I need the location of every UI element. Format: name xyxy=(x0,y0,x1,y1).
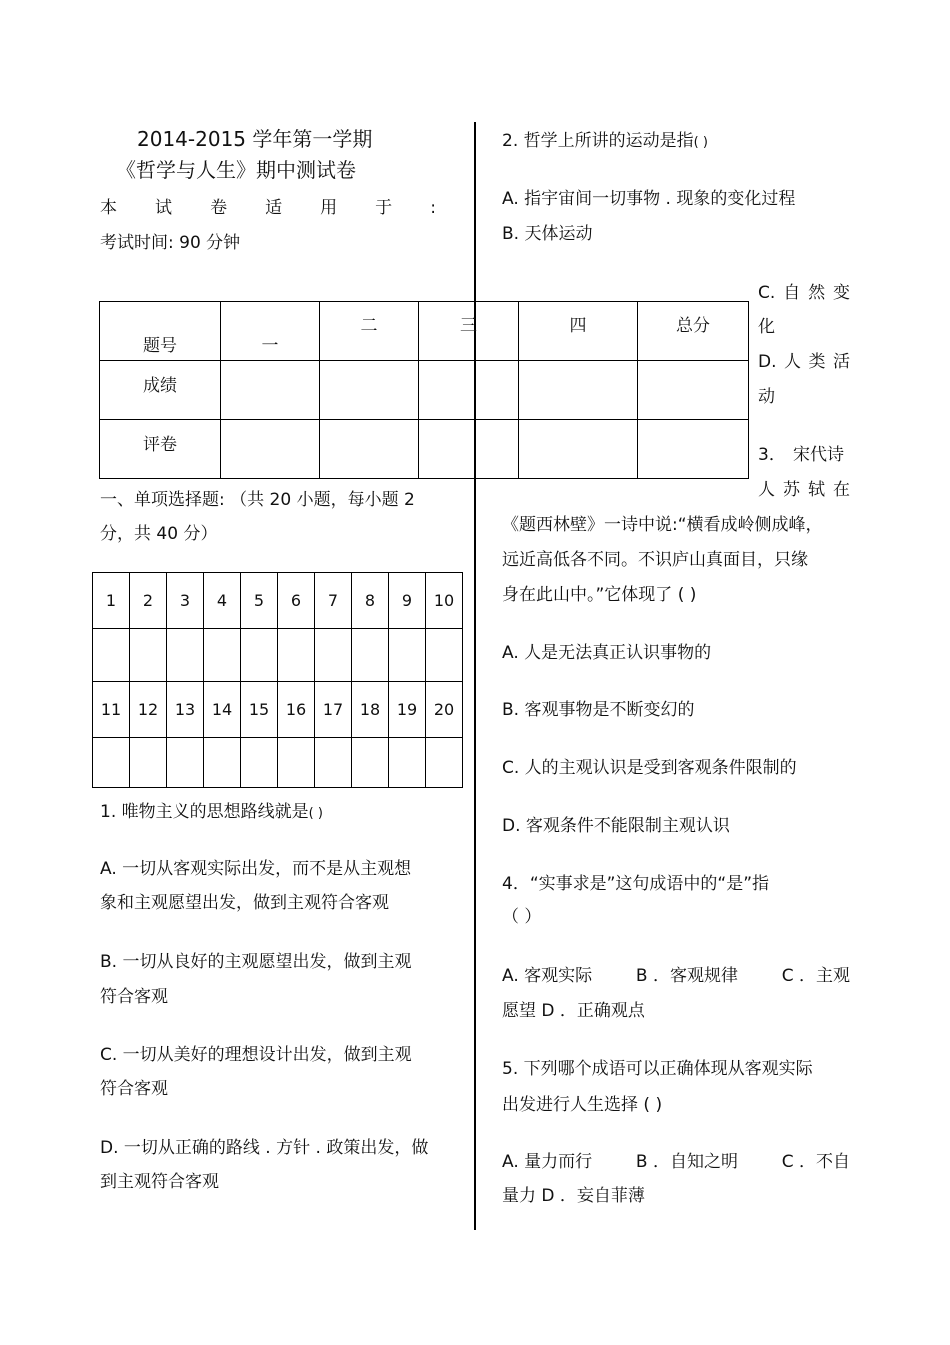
answer-grid-number: 20 xyxy=(426,682,463,738)
q2-option-d-cont: 动 xyxy=(758,387,775,407)
answer-cell[interactable] xyxy=(315,738,352,788)
answer-cell[interactable] xyxy=(130,738,167,788)
q5-options: A. 量力而行 B ．自知之明 C ．不自 xyxy=(502,1152,850,1172)
q4-options: A. 客观实际 B ．客观规律 C ．主观 xyxy=(502,966,850,986)
q1-option-c: C. 一切从美好的理想设计出发，做到主观 xyxy=(100,1045,412,1065)
answer-grid-number: 14 xyxy=(204,682,241,738)
answer-grid-number: 17 xyxy=(315,682,352,738)
q3-option-d: D. 客观条件不能限制主观认识 xyxy=(502,816,730,836)
score-col-1: 一 xyxy=(221,302,320,361)
section1-heading-cont: 分，共 40 分） xyxy=(100,524,218,544)
q3-option-c: C. 人的主观认识是受到客观条件限制的 xyxy=(502,758,797,778)
q1-option-a: A. 一切从客观实际出发，而不是从主观想 xyxy=(100,859,412,879)
answer-cell[interactable] xyxy=(93,738,130,788)
q1-option-a-cont: 象和主观愿望出发，做到主观符合客观 xyxy=(100,893,389,913)
answer-cell[interactable] xyxy=(352,738,389,788)
answer-cell[interactable] xyxy=(167,629,204,682)
score-cell xyxy=(221,420,320,479)
q2-option-b: B. 天体运动 xyxy=(502,224,593,244)
section1-heading: 一、单项选择题: （共 20 小题，每小题 2 xyxy=(100,490,415,510)
score-cell xyxy=(419,361,519,420)
answer-grid-number: 5 xyxy=(241,573,278,629)
score-header-label: 题号 xyxy=(100,302,221,361)
answer-grid-number: 16 xyxy=(278,682,315,738)
q5-stem-cont: 出发进行人生选择 ( ) xyxy=(502,1095,663,1115)
q4-options-cont: 愿望 D ．正确观点 xyxy=(502,1001,645,1021)
exam-time: 考试时间: 90 分钟 xyxy=(100,233,241,253)
q3-quote-1: 《题西林壁》一诗中说:“横看成岭侧成峰， xyxy=(502,515,823,535)
score-cell xyxy=(638,420,749,479)
answer-cell[interactable] xyxy=(389,738,426,788)
answer-grid-number: 7 xyxy=(315,573,352,629)
score-col-3: 三 xyxy=(419,302,519,361)
answer-grid-number: 10 xyxy=(426,573,463,629)
q3-stem: 3． 宋代诗 xyxy=(758,445,844,465)
q1-option-c-cont: 符合客观 xyxy=(100,1079,168,1099)
score-row-grader: 评卷 xyxy=(100,420,221,479)
q2-blank: ( ) xyxy=(693,135,708,150)
answer-grid xyxy=(92,572,463,788)
column-divider xyxy=(474,122,476,1230)
answer-grid-number: 11 xyxy=(93,682,130,738)
answer-grid-number: 9 xyxy=(389,573,426,629)
answer-cell[interactable] xyxy=(426,738,463,788)
answer-cell[interactable] xyxy=(278,629,315,682)
answer-grid-number: 3 xyxy=(167,573,204,629)
score-cell xyxy=(519,361,638,420)
answer-cell[interactable] xyxy=(352,629,389,682)
answer-grid-number: 6 xyxy=(278,573,315,629)
q2-option-c: C. 自 然 变 xyxy=(758,283,850,303)
score-row-grade: 成绩 xyxy=(100,361,221,420)
q3-option-b: B. 客观事物是不断变幻的 xyxy=(502,700,695,720)
q3-option-a: A. 人是无法真正认识事物的 xyxy=(502,643,712,663)
q4-stem: 4．“实事求是”这句成语中的“是”指 xyxy=(502,874,770,894)
answer-grid-number: 2 xyxy=(130,573,167,629)
answer-cell[interactable] xyxy=(278,738,315,788)
q4-blank: （ ） xyxy=(502,907,542,927)
answer-cell[interactable] xyxy=(204,629,241,682)
q2-option-a: A. 指宇宙间一切事物 . 现象的变化过程 xyxy=(502,189,796,209)
score-cell xyxy=(419,420,519,479)
answer-grid-number: 12 xyxy=(130,682,167,738)
score-col-4: 四 xyxy=(519,302,638,361)
q3-quote-2: 远近高低各不同。不识庐山真面目，只缘 xyxy=(502,550,808,570)
answer-cell[interactable] xyxy=(426,629,463,682)
q1-stem: 1. 唯物主义的思想路线就是( ) xyxy=(100,802,323,822)
score-cell xyxy=(221,361,320,420)
answer-grid-number: 8 xyxy=(352,573,389,629)
answer-grid-number: 1 xyxy=(93,573,130,629)
q5-stem: 5. 下列哪个成语可以正确体现从客观实际 xyxy=(502,1059,813,1079)
q2-option-c-cont: 化 xyxy=(758,317,775,337)
answer-cell[interactable] xyxy=(315,629,352,682)
score-cell xyxy=(320,420,419,479)
score-cell xyxy=(519,420,638,479)
answer-cell[interactable] xyxy=(130,629,167,682)
q1-option-b: B. 一切从良好的主观愿望出发，做到主观 xyxy=(100,952,412,972)
score-cell xyxy=(320,361,419,420)
applicable-line: 本 试 卷 适 用 于 : xyxy=(100,198,436,218)
q1-blank: ( ) xyxy=(308,806,323,821)
answer-cell[interactable] xyxy=(204,738,241,788)
answer-cell[interactable] xyxy=(167,738,204,788)
score-table xyxy=(99,301,749,479)
score-col-2: 二 xyxy=(320,302,419,361)
q2-option-d: D. 人 类 活 xyxy=(758,352,850,372)
answer-grid-number: 18 xyxy=(352,682,389,738)
answer-grid-number: 15 xyxy=(241,682,278,738)
q3-stem-cont: 人 苏 轼 在 xyxy=(758,480,850,500)
q2-stem: 2. 哲学上所讲的运动是指( ) xyxy=(502,131,708,151)
answer-cell[interactable] xyxy=(241,738,278,788)
q1-option-b-cont: 符合客观 xyxy=(100,987,168,1007)
score-col-total: 总分 xyxy=(638,302,749,361)
score-cell xyxy=(638,361,749,420)
answer-cell[interactable] xyxy=(93,629,130,682)
answer-cell[interactable] xyxy=(241,629,278,682)
exam-title: 《哲学与人生》期中测试卷 xyxy=(116,158,356,182)
q1-option-d-cont: 到主观符合客观 xyxy=(100,1172,219,1192)
q5-options-cont: 量力 D ．妄自菲薄 xyxy=(502,1186,645,1206)
answer-grid-number: 19 xyxy=(389,682,426,738)
answer-grid-number: 13 xyxy=(167,682,204,738)
exam-title-year: 2014-2015 学年第一学期 xyxy=(137,127,373,151)
q3-quote-3: 身在此山中。”它体现了 ( ) xyxy=(502,585,697,605)
answer-cell[interactable] xyxy=(389,629,426,682)
q1-option-d: D. 一切从正确的路线 . 方针 . 政策出发，做 xyxy=(100,1138,429,1158)
answer-grid-number: 4 xyxy=(204,573,241,629)
